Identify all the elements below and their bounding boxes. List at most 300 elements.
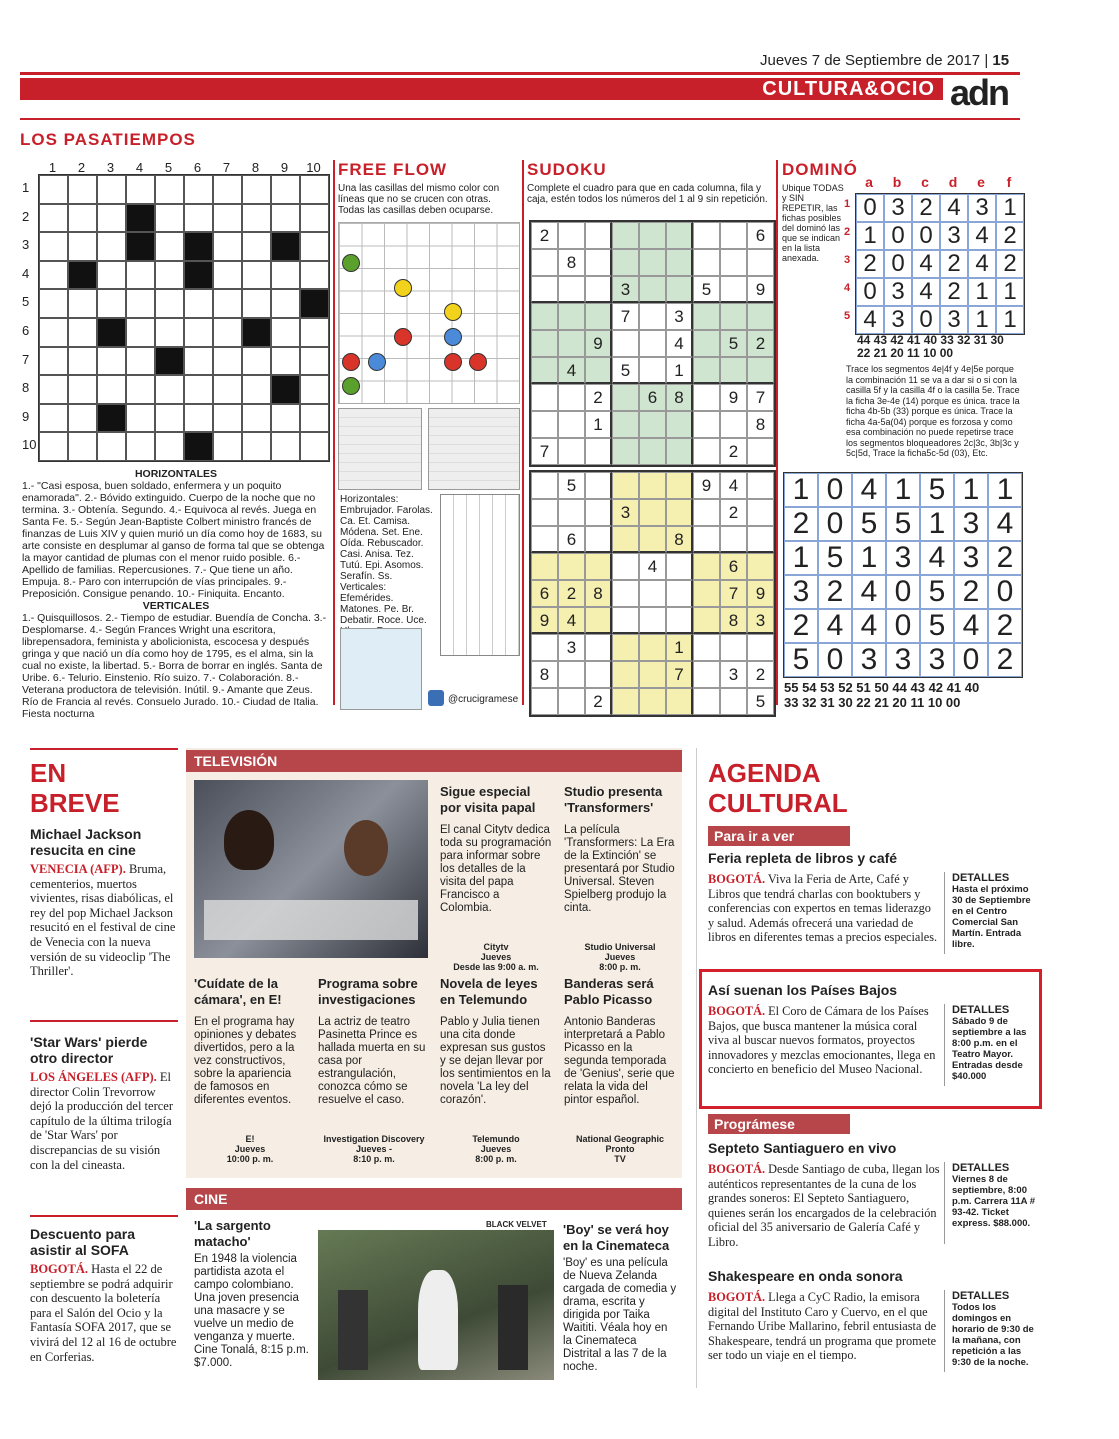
- sudoku-cell[interactable]: [612, 688, 639, 715]
- sudoku-cell[interactable]: [720, 688, 747, 715]
- domino-cell[interactable]: 4: [912, 278, 940, 306]
- sudoku-cell[interactable]: 8: [558, 249, 585, 276]
- sudoku-cell[interactable]: [693, 222, 720, 249]
- red-dot[interactable]: [342, 353, 360, 371]
- sudoku-cell[interactable]: [666, 580, 693, 607]
- sudoku-cell[interactable]: [585, 222, 612, 249]
- sudoku-cell[interactable]: [531, 384, 558, 411]
- domino-cell[interactable]: 5: [784, 643, 818, 677]
- domino-cell[interactable]: 0: [818, 473, 852, 507]
- freeflow-grid[interactable]: [338, 222, 520, 404]
- crossword-cell[interactable]: [155, 432, 184, 461]
- sudoku-cell[interactable]: 7: [531, 438, 558, 465]
- sudoku-cell[interactable]: 7: [747, 384, 774, 411]
- crossword-cell[interactable]: [242, 432, 271, 461]
- domino-cell[interactable]: 5: [920, 473, 954, 507]
- crossword-cell[interactable]: [184, 204, 213, 233]
- sudoku-cell[interactable]: 7: [720, 580, 747, 607]
- domino-cell[interactable]: 2: [988, 541, 1022, 575]
- sudoku-cell[interactable]: [612, 580, 639, 607]
- sudoku-cell[interactable]: [666, 499, 693, 526]
- sudoku-cell[interactable]: 4: [558, 607, 585, 634]
- sudoku-cell[interactable]: [666, 222, 693, 249]
- sudoku-cell[interactable]: 1: [666, 357, 693, 384]
- sudoku-grid-2[interactable]: [529, 470, 776, 717]
- crossword-cell[interactable]: [242, 404, 271, 433]
- sudoku-cell[interactable]: [639, 607, 666, 634]
- crossword-cell[interactable]: [213, 404, 242, 433]
- sudoku-cell[interactable]: 4: [666, 330, 693, 357]
- domino-cell[interactable]: 0: [954, 643, 988, 677]
- sudoku-grid-1[interactable]: [529, 220, 776, 467]
- sudoku-cell[interactable]: 3: [612, 276, 639, 303]
- sudoku-cell[interactable]: [666, 438, 693, 465]
- sudoku-cell[interactable]: [612, 249, 639, 276]
- sudoku-cell[interactable]: [720, 411, 747, 438]
- sudoku-cell[interactable]: [747, 438, 774, 465]
- blue-dot[interactable]: [444, 328, 462, 346]
- crossword-cell[interactable]: [155, 404, 184, 433]
- domino-cell[interactable]: 2: [912, 194, 940, 222]
- crossword-cell[interactable]: [300, 261, 329, 290]
- crossword-cell[interactable]: [39, 404, 68, 433]
- crossword-cell[interactable]: [213, 318, 242, 347]
- sudoku-cell[interactable]: [531, 634, 558, 661]
- crossword-cell[interactable]: [39, 289, 68, 318]
- sudoku-cell[interactable]: [585, 634, 612, 661]
- crossword-cell[interactable]: [213, 347, 242, 376]
- domino-cell[interactable]: 0: [818, 643, 852, 677]
- sudoku-cell[interactable]: 9: [747, 276, 774, 303]
- crossword-cell[interactable]: [242, 261, 271, 290]
- sudoku-cell[interactable]: [531, 411, 558, 438]
- crossword-cell[interactable]: [126, 432, 155, 461]
- domino-cell[interactable]: 4: [856, 306, 884, 334]
- sudoku-cell[interactable]: [747, 357, 774, 384]
- domino-cell[interactable]: 0: [886, 609, 920, 643]
- sudoku-cell[interactable]: 6: [639, 384, 666, 411]
- domino-cell[interactable]: 3: [852, 643, 886, 677]
- domino-cell[interactable]: 5: [920, 609, 954, 643]
- sudoku-cell[interactable]: [558, 276, 585, 303]
- crossword-cell[interactable]: [300, 404, 329, 433]
- sudoku-cell[interactable]: [639, 249, 666, 276]
- sudoku-cell[interactable]: 1: [585, 411, 612, 438]
- crossword-cell[interactable]: [271, 261, 300, 290]
- domino-cell[interactable]: 4: [954, 609, 988, 643]
- sudoku-cell[interactable]: [612, 330, 639, 357]
- crossword-cell[interactable]: [68, 175, 97, 204]
- crossword-cell[interactable]: [271, 175, 300, 204]
- sudoku-cell[interactable]: [531, 526, 558, 553]
- sudoku-cell[interactable]: 6: [558, 526, 585, 553]
- sudoku-cell[interactable]: [693, 499, 720, 526]
- sudoku-cell[interactable]: [612, 607, 639, 634]
- sudoku-cell[interactable]: [531, 499, 558, 526]
- crossword-cell[interactable]: [213, 204, 242, 233]
- sudoku-cell[interactable]: [558, 438, 585, 465]
- sudoku-cell[interactable]: 3: [720, 661, 747, 688]
- sudoku-cell[interactable]: [531, 688, 558, 715]
- red-dot[interactable]: [469, 353, 487, 371]
- sudoku-cell[interactable]: 7: [666, 661, 693, 688]
- crossword-cell[interactable]: [271, 318, 300, 347]
- domino-cell[interactable]: 1: [988, 473, 1022, 507]
- domino-cell[interactable]: 0: [988, 575, 1022, 609]
- domino-cell[interactable]: 1: [784, 473, 818, 507]
- sudoku-cell[interactable]: [693, 634, 720, 661]
- sudoku-cell[interactable]: [639, 580, 666, 607]
- crossword-cell[interactable]: [126, 404, 155, 433]
- sudoku-cell[interactable]: [531, 553, 558, 580]
- sudoku-cell[interactable]: [639, 330, 666, 357]
- sudoku-cell[interactable]: 6: [747, 222, 774, 249]
- sudoku-cell[interactable]: 2: [531, 222, 558, 249]
- sudoku-cell[interactable]: [666, 607, 693, 634]
- sudoku-cell[interactable]: 9: [693, 472, 720, 499]
- crossword-cell[interactable]: [184, 404, 213, 433]
- domino-cell[interactable]: 2: [988, 643, 1022, 677]
- sudoku-cell[interactable]: [531, 303, 558, 330]
- domino-cell[interactable]: 3: [968, 194, 996, 222]
- sudoku-cell[interactable]: [558, 661, 585, 688]
- sudoku-cell[interactable]: 3: [558, 634, 585, 661]
- crossword-cell[interactable]: [126, 347, 155, 376]
- sudoku-cell[interactable]: [531, 249, 558, 276]
- sudoku-cell[interactable]: 5: [693, 276, 720, 303]
- crossword-cell[interactable]: [242, 347, 271, 376]
- sudoku-cell[interactable]: [612, 661, 639, 688]
- sudoku-cell[interactable]: [558, 330, 585, 357]
- sudoku-cell[interactable]: [720, 526, 747, 553]
- sudoku-cell[interactable]: [585, 526, 612, 553]
- crossword-cell[interactable]: [155, 318, 184, 347]
- sudoku-cell[interactable]: [720, 634, 747, 661]
- sudoku-cell[interactable]: 8: [666, 526, 693, 553]
- domino-cell[interactable]: 0: [884, 250, 912, 278]
- sudoku-cell[interactable]: 2: [585, 384, 612, 411]
- domino-cell[interactable]: 0: [912, 222, 940, 250]
- green-dot[interactable]: [342, 254, 360, 272]
- sudoku-cell[interactable]: [639, 222, 666, 249]
- crossword-cell[interactable]: [97, 289, 126, 318]
- domino-cell[interactable]: 1: [996, 194, 1024, 222]
- sudoku-cell[interactable]: [666, 472, 693, 499]
- sudoku-cell[interactable]: [612, 472, 639, 499]
- domino-cell[interactable]: 3: [886, 541, 920, 575]
- crossword-cell[interactable]: [271, 347, 300, 376]
- sudoku-cell[interactable]: 8: [666, 384, 693, 411]
- crossword-cell[interactable]: [242, 289, 271, 318]
- crossword-cell[interactable]: [126, 175, 155, 204]
- crossword-cell[interactable]: [39, 318, 68, 347]
- domino-cell[interactable]: 4: [940, 194, 968, 222]
- domino-cell[interactable]: 3: [954, 507, 988, 541]
- domino-cell[interactable]: 1: [968, 306, 996, 334]
- domino-cell[interactable]: 3: [954, 541, 988, 575]
- crossword-cell[interactable]: [184, 375, 213, 404]
- sudoku-cell[interactable]: [639, 499, 666, 526]
- domino-cell[interactable]: 3: [784, 575, 818, 609]
- crossword-cell[interactable]: [300, 432, 329, 461]
- yellow-dot[interactable]: [394, 279, 412, 297]
- crossword-grid[interactable]: [38, 174, 330, 462]
- crossword-cell[interactable]: [213, 375, 242, 404]
- sudoku-cell[interactable]: 1: [666, 634, 693, 661]
- crossword-cell[interactable]: [126, 289, 155, 318]
- crossword-cell[interactable]: [126, 375, 155, 404]
- sudoku-cell[interactable]: [693, 384, 720, 411]
- sudoku-cell[interactable]: [612, 411, 639, 438]
- crossword-cell[interactable]: [184, 347, 213, 376]
- sudoku-cell[interactable]: 5: [612, 357, 639, 384]
- domino-cell[interactable]: 0: [912, 306, 940, 334]
- domino-cell[interactable]: 4: [968, 250, 996, 278]
- crossword-cell[interactable]: [213, 175, 242, 204]
- domino-cell[interactable]: 0: [884, 222, 912, 250]
- crossword-cell[interactable]: [155, 375, 184, 404]
- crossword-cell[interactable]: [97, 175, 126, 204]
- sudoku-cell[interactable]: [612, 222, 639, 249]
- domino-cell[interactable]: 4: [852, 473, 886, 507]
- sudoku-cell[interactable]: [693, 580, 720, 607]
- sudoku-cell[interactable]: [693, 249, 720, 276]
- domino-cell[interactable]: 1: [996, 306, 1024, 334]
- sudoku-cell[interactable]: [639, 472, 666, 499]
- sudoku-cell[interactable]: [720, 276, 747, 303]
- sudoku-cell[interactable]: [612, 553, 639, 580]
- domino-cell[interactable]: 2: [954, 575, 988, 609]
- sudoku-cell[interactable]: [558, 499, 585, 526]
- sudoku-cell[interactable]: [612, 384, 639, 411]
- domino-cell[interactable]: 5: [886, 507, 920, 541]
- sudoku-cell[interactable]: 2: [558, 580, 585, 607]
- sudoku-cell[interactable]: [531, 276, 558, 303]
- sudoku-cell[interactable]: [693, 438, 720, 465]
- crossword-cell[interactable]: [39, 347, 68, 376]
- crossword-cell[interactable]: [97, 232, 126, 261]
- domino-cell[interactable]: 0: [856, 194, 884, 222]
- sudoku-cell[interactable]: [639, 303, 666, 330]
- crossword-cell[interactable]: [126, 261, 155, 290]
- sudoku-cell[interactable]: [585, 276, 612, 303]
- sudoku-cell[interactable]: [585, 661, 612, 688]
- sudoku-cell[interactable]: [720, 303, 747, 330]
- crossword-cell[interactable]: [242, 232, 271, 261]
- sudoku-cell[interactable]: [612, 526, 639, 553]
- crossword-cell[interactable]: [97, 432, 126, 461]
- sudoku-cell[interactable]: 3: [747, 607, 774, 634]
- sudoku-cell[interactable]: [639, 634, 666, 661]
- domino-cell[interactable]: 1: [996, 278, 1024, 306]
- sudoku-cell[interactable]: [612, 634, 639, 661]
- domino-cell[interactable]: 2: [940, 250, 968, 278]
- sudoku-cell[interactable]: 9: [720, 384, 747, 411]
- domino-cell[interactable]: 2: [988, 609, 1022, 643]
- sudoku-cell[interactable]: [693, 661, 720, 688]
- domino-cell[interactable]: 3: [886, 643, 920, 677]
- crossword-cell[interactable]: [68, 204, 97, 233]
- crossword-cell[interactable]: [300, 318, 329, 347]
- sudoku-cell[interactable]: [747, 526, 774, 553]
- sudoku-cell[interactable]: 6: [720, 553, 747, 580]
- sudoku-cell[interactable]: [747, 634, 774, 661]
- sudoku-cell[interactable]: [666, 276, 693, 303]
- sudoku-cell[interactable]: 2: [747, 330, 774, 357]
- crossword-cell[interactable]: [213, 261, 242, 290]
- sudoku-cell[interactable]: [531, 357, 558, 384]
- sudoku-cell[interactable]: [558, 688, 585, 715]
- crossword-cell[interactable]: [97, 347, 126, 376]
- domino-cell[interactable]: 3: [940, 306, 968, 334]
- sudoku-cell[interactable]: [585, 438, 612, 465]
- domino-cell[interactable]: 4: [968, 222, 996, 250]
- crossword-cell[interactable]: [68, 232, 97, 261]
- sudoku-cell[interactable]: [747, 303, 774, 330]
- sudoku-cell[interactable]: [666, 553, 693, 580]
- sudoku-cell[interactable]: 5: [558, 472, 585, 499]
- domino-cell[interactable]: 2: [784, 609, 818, 643]
- sudoku-cell[interactable]: 7: [612, 303, 639, 330]
- sudoku-cell[interactable]: [639, 661, 666, 688]
- domino-cell[interactable]: 1: [968, 278, 996, 306]
- crossword-cell[interactable]: [97, 375, 126, 404]
- domino-cell[interactable]: 4: [988, 507, 1022, 541]
- sudoku-cell[interactable]: [639, 526, 666, 553]
- domino-cell[interactable]: 3: [884, 278, 912, 306]
- domino-cell[interactable]: 5: [852, 507, 886, 541]
- domino-cell[interactable]: 2: [996, 250, 1024, 278]
- crossword-cell[interactable]: [39, 175, 68, 204]
- crossword-cell[interactable]: [300, 232, 329, 261]
- crossword-cell[interactable]: [184, 175, 213, 204]
- domino-cell[interactable]: 2: [818, 575, 852, 609]
- red-dot[interactable]: [394, 328, 412, 346]
- crossword-cell[interactable]: [155, 175, 184, 204]
- crossword-cell[interactable]: [68, 404, 97, 433]
- sudoku-cell[interactable]: [747, 249, 774, 276]
- sudoku-cell[interactable]: [666, 688, 693, 715]
- domino-cell[interactable]: 3: [884, 306, 912, 334]
- crossword-cell[interactable]: [39, 375, 68, 404]
- sudoku-cell[interactable]: 8: [720, 607, 747, 634]
- sudoku-cell[interactable]: [585, 607, 612, 634]
- sudoku-cell[interactable]: [693, 303, 720, 330]
- sudoku-cell[interactable]: [720, 357, 747, 384]
- domino-cell[interactable]: 2: [856, 250, 884, 278]
- sudoku-cell[interactable]: 3: [612, 499, 639, 526]
- sudoku-cell[interactable]: 6: [531, 580, 558, 607]
- sudoku-cell[interactable]: [720, 249, 747, 276]
- sudoku-cell[interactable]: 2: [720, 438, 747, 465]
- crossword-cell[interactable]: [68, 318, 97, 347]
- sudoku-cell[interactable]: [693, 553, 720, 580]
- sudoku-cell[interactable]: 3: [666, 303, 693, 330]
- sudoku-cell[interactable]: [558, 222, 585, 249]
- crossword-cell[interactable]: [39, 232, 68, 261]
- domino-cell[interactable]: 2: [940, 278, 968, 306]
- crossword-cell[interactable]: [155, 289, 184, 318]
- domino-cell[interactable]: 2: [996, 222, 1024, 250]
- domino-cell[interactable]: 5: [920, 575, 954, 609]
- blue-dot[interactable]: [368, 353, 386, 371]
- sudoku-cell[interactable]: 9: [585, 330, 612, 357]
- domino-cell[interactable]: 0: [886, 575, 920, 609]
- crossword-cell[interactable]: [68, 432, 97, 461]
- sudoku-cell[interactable]: [639, 438, 666, 465]
- domino-cell[interactable]: 1: [784, 541, 818, 575]
- domino-cell[interactable]: 0: [856, 278, 884, 306]
- sudoku-cell[interactable]: [747, 472, 774, 499]
- crossword-cell[interactable]: [271, 432, 300, 461]
- domino-cell[interactable]: 1: [886, 473, 920, 507]
- domino-cell[interactable]: 4: [852, 575, 886, 609]
- domino-cell[interactable]: 3: [884, 194, 912, 222]
- sudoku-cell[interactable]: [558, 303, 585, 330]
- green-dot[interactable]: [342, 377, 360, 395]
- sudoku-cell[interactable]: [666, 411, 693, 438]
- domino-grid-2[interactable]: [783, 472, 1023, 678]
- crossword-cell[interactable]: [39, 204, 68, 233]
- sudoku-cell[interactable]: [585, 499, 612, 526]
- sudoku-cell[interactable]: [585, 249, 612, 276]
- crossword-cell[interactable]: [97, 261, 126, 290]
- sudoku-cell[interactable]: [531, 472, 558, 499]
- crossword-cell[interactable]: [213, 289, 242, 318]
- sudoku-cell[interactable]: 4: [558, 357, 585, 384]
- domino-cell[interactable]: 1: [856, 222, 884, 250]
- sudoku-cell[interactable]: 4: [720, 472, 747, 499]
- crossword-cell[interactable]: [300, 347, 329, 376]
- crossword-cell[interactable]: [271, 289, 300, 318]
- crossword-cell[interactable]: [155, 232, 184, 261]
- crossword-cell[interactable]: [97, 204, 126, 233]
- domino-cell[interactable]: 3: [920, 643, 954, 677]
- crossword-cell[interactable]: [242, 175, 271, 204]
- crossword-cell[interactable]: [242, 375, 271, 404]
- sudoku-cell[interactable]: [612, 438, 639, 465]
- sudoku-cell[interactable]: [666, 249, 693, 276]
- domino-cell[interactable]: 2: [784, 507, 818, 541]
- sudoku-cell[interactable]: [693, 357, 720, 384]
- sudoku-cell[interactable]: [639, 357, 666, 384]
- crossword-cell[interactable]: [184, 318, 213, 347]
- sudoku-cell[interactable]: 5: [747, 688, 774, 715]
- red-dot[interactable]: [444, 353, 462, 371]
- sudoku-cell[interactable]: [693, 688, 720, 715]
- sudoku-cell[interactable]: 9: [747, 580, 774, 607]
- sudoku-cell[interactable]: [585, 553, 612, 580]
- sudoku-cell[interactable]: 2: [720, 499, 747, 526]
- sudoku-cell[interactable]: 2: [585, 688, 612, 715]
- crossword-cell[interactable]: [271, 404, 300, 433]
- sudoku-cell[interactable]: [693, 330, 720, 357]
- sudoku-cell[interactable]: [747, 553, 774, 580]
- yellow-dot[interactable]: [444, 303, 462, 321]
- crossword-cell[interactable]: [68, 289, 97, 318]
- sudoku-cell[interactable]: [558, 384, 585, 411]
- sudoku-cell[interactable]: [693, 411, 720, 438]
- crossword-cell[interactable]: [39, 432, 68, 461]
- crossword-cell[interactable]: [184, 289, 213, 318]
- twitter-handle[interactable]: @crucigramese: [448, 694, 519, 705]
- crossword-cell[interactable]: [300, 175, 329, 204]
- crossword-cell[interactable]: [242, 204, 271, 233]
- sudoku-cell[interactable]: [585, 357, 612, 384]
- domino-cell[interactable]: 4: [818, 609, 852, 643]
- domino-grid[interactable]: [855, 193, 1025, 335]
- sudoku-cell[interactable]: 2: [747, 661, 774, 688]
